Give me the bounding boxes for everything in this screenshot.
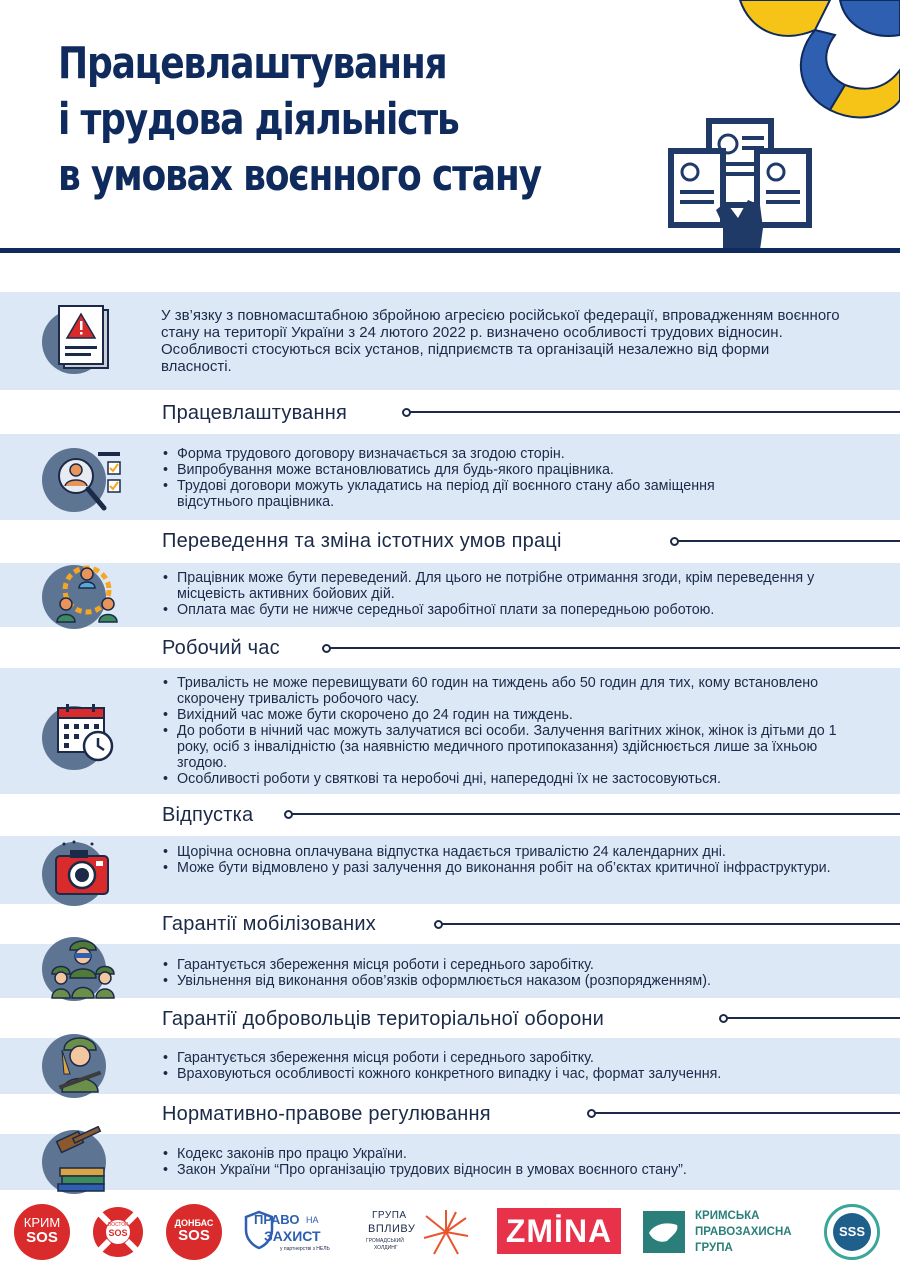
section-header-territorial-defense (162, 1006, 604, 1032)
employment-list (161, 446, 761, 510)
vostok-sos-logo[interactable] (90, 1204, 146, 1260)
section-line (594, 1112, 900, 1114)
list-item: • Щорічна основна оплачувана відпустка надається тривалістю 24 календарних дні. (161, 844, 871, 860)
list-item: • Оплата має бути не нижче середньої заробітної плати за попередньою роботою. (161, 602, 861, 618)
list-item: • Враховуються особливості кожного конкретного випадку і час, формат залучення. (161, 1066, 871, 1082)
documents-hand-icon (668, 110, 813, 250)
list-item: • Працівник може бути переведений. Для цього не потрібне отримання згоди, крім переведення у місцевість активних бойових дій. (161, 570, 821, 602)
logo-text: SOS (108, 1228, 128, 1238)
calendar-clock-icon (54, 702, 118, 764)
donbas-sos-logo[interactable] (166, 1204, 222, 1260)
logo-text: ГРУПА (695, 1242, 733, 1254)
section-header-working-time (162, 635, 280, 661)
regulation-list (161, 1146, 871, 1178)
gavel-books-icon (52, 1126, 112, 1192)
logo-text: SSS (833, 1213, 871, 1251)
logo-text: ZMİNA (505, 1213, 613, 1249)
list-item: • Може бути відмовлено у разі залучення до виконання робіт на об’єктах критичної інфраструктури. (161, 860, 861, 876)
camera-icon (52, 838, 112, 898)
section-header-employment (162, 400, 347, 426)
logo-text: ВОСТОК (107, 1222, 129, 1228)
logo-text: ПРАВОЗАХИСНА (695, 1226, 792, 1238)
section-header-vacation (162, 802, 253, 828)
logo-text: КРИМСЬКА (695, 1210, 760, 1222)
section-title: Відпустка (162, 803, 254, 826)
logo-text: ВПЛИВУ (368, 1223, 416, 1235)
section-title: Працевлаштування (162, 401, 348, 424)
list-item: • Випробування може встановлюватись для будь-якого працівника. (161, 462, 761, 478)
logo-text: ДОНБАС (174, 1218, 214, 1228)
logo-text: ХОЛДИНГ (374, 1245, 398, 1251)
title-line-1: Працевлаштування (58, 38, 447, 89)
section-line (441, 923, 900, 925)
list-item: • Гарантується збереження місця роботи і середнього заробітку. (161, 957, 871, 973)
vacation-list (161, 844, 871, 876)
list-item: • Гарантується збереження місця роботи і середнього заробітку. (161, 1050, 871, 1066)
section-line (329, 647, 900, 649)
title-line-2: і трудова діяльність (58, 94, 459, 145)
section-line (677, 540, 900, 542)
pravo-na-zakhyst-logo[interactable] (244, 1206, 344, 1258)
territorial-defense-list (161, 1050, 871, 1082)
logo-text: КРИМ (23, 1215, 61, 1230)
section-title: Робочий час (162, 636, 280, 659)
list-item: • Трудові договори можуть укладатись на період дії воєнного стану або заміщення відсутнього працівника. (161, 478, 761, 510)
section-line (409, 411, 900, 413)
list-item: • Вихідний час може бути скорочено до 24 годин на тиждень. (161, 707, 861, 723)
logo-text: ГРУПА (372, 1210, 407, 1221)
zmina-logo[interactable] (497, 1208, 621, 1254)
section-title: Гарантії мобілізованих (162, 912, 376, 935)
soldiers-icon (48, 934, 118, 1000)
logo-text: у партнерстві з НЕЛЬ (280, 1246, 330, 1252)
logo-text: НА (306, 1215, 319, 1225)
logo-text: ГРОМАДСЬКИЙ (366, 1238, 404, 1244)
title-line-3: в умовах воєнного стану (58, 150, 541, 201)
warning-document-icon (56, 304, 112, 372)
page-title (58, 36, 550, 204)
list-item: • Увільнення від виконання обов’язків оформлюється наказом (розпорядженням). (161, 973, 871, 989)
section-title: Гарантії добровольців територіальної оборони (162, 1007, 605, 1030)
section-title: Переведення та зміна істотних умов праці (162, 529, 562, 552)
transfer-list (161, 570, 861, 618)
list-item: • Кодекс законів про працю України. (161, 1146, 871, 1162)
section-header-transfer (162, 528, 562, 554)
section-line (726, 1017, 900, 1019)
section-header-mobilized (162, 911, 376, 937)
logo-text: ЗАХИСТ (264, 1228, 321, 1244)
intro-text: У зв’язку з повномасштабною збройною агресією російської федерації, впровадженням воєнного стану на території України з 24 лютого 2022 р. визначено особливості трудових відносин. Особливості стосуються всіх установ, підприємств та організацій незалежно від форми власності. (161, 307, 840, 375)
list-item: • Тривалість не може перевищувати 60 годин на тиждень або 50 годин для тих, кому встановлено скорочену тривалість робочого часу. (161, 675, 831, 707)
section-title: Нормативно-правове регулювання (162, 1102, 491, 1125)
logo-text: SOS (26, 1229, 58, 1246)
candidate-search-icon (52, 448, 126, 520)
mobilized-list (161, 957, 871, 989)
kpg-logo[interactable] (643, 1206, 793, 1258)
arrows-burst-icon (418, 1204, 474, 1260)
hrupa-vplyvu-logo[interactable] (360, 1204, 480, 1260)
list-item: • Особливості роботи у святкові та неробочі дні, напередодні їх не застосовуються. (161, 771, 861, 787)
list-item: • До роботи в нічний час можуть залучатися всі особи. Залучення вагітних жінок, жінок із дітьми до 1 року, осіб з інвалідністю (за наявністю медичного протипоказання) здійснюється лише за їхньою згодою. (161, 723, 851, 771)
list-item: • Форма трудового договору визначається за згодою сторін. (161, 446, 761, 462)
sss-logo[interactable] (824, 1204, 880, 1260)
section-line (291, 813, 900, 815)
list-item: • Закон України “Про організацію трудових відносин в умовах воєнного стану”. (161, 1162, 871, 1178)
volunteer-soldier-icon (52, 1030, 108, 1094)
section-header-regulation (162, 1101, 491, 1127)
logo-text: SOS (178, 1227, 210, 1244)
crimea-map-icon (643, 1211, 685, 1253)
working-time-list (161, 675, 861, 787)
header-rule (0, 248, 900, 253)
krym-sos-logo[interactable] (14, 1204, 70, 1260)
logo-text: ПРАВО (254, 1212, 300, 1227)
team-gear-icon (52, 560, 122, 628)
partner-logos (0, 1190, 900, 1273)
